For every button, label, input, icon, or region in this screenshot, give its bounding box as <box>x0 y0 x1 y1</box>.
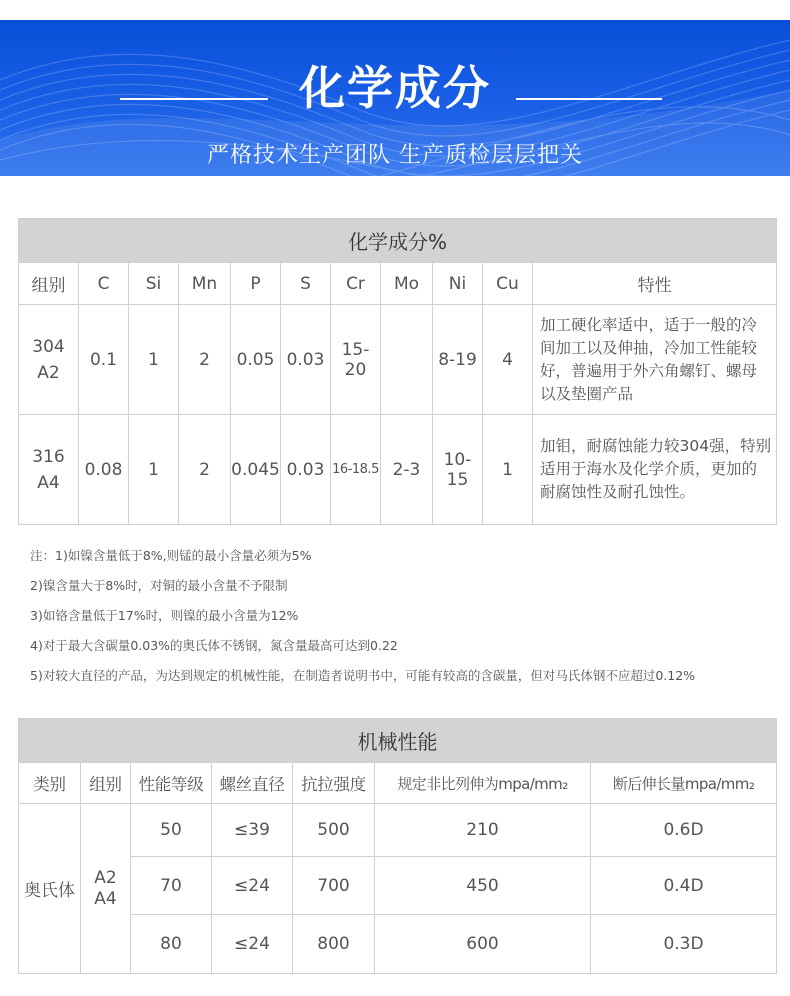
tensile-cell: 500 <box>293 804 375 857</box>
silicon-cell: 1 <box>129 305 179 415</box>
table-header-row <box>19 763 777 804</box>
column-header: 断后伸长量mpa/mm₂ <box>591 763 777 804</box>
molybdenum-cell: 2-3 <box>381 415 433 525</box>
column-header: 螺丝直径 <box>212 763 293 804</box>
group-code: A2 <box>94 867 117 888</box>
copper-cell: 1 <box>483 415 533 525</box>
phosphorus-cell: 0.05 <box>231 305 281 415</box>
group-cell <box>19 305 79 415</box>
sulfur-cell: 0.03 <box>281 305 331 415</box>
elongation-cell: 0.4D <box>591 857 777 915</box>
column-header: P <box>231 263 281 305</box>
table-row <box>19 915 777 974</box>
column-header: 组别 <box>81 763 131 804</box>
footnote: 4)对于最大含碳量0.03%的奥氏体不锈钢，氮含量最高可达到0.22 <box>30 638 398 653</box>
elongation-cell: 0.3D <box>591 915 777 974</box>
footnote: 注：1)如镍含量低于8%,则锰的最小含量必须为5% <box>30 548 312 563</box>
group-code: A2 <box>37 362 60 383</box>
hero-banner <box>0 20 790 176</box>
yield-cell: 210 <box>375 804 591 857</box>
nickel-cell: 10-15 <box>433 415 483 525</box>
chemical-composition-table <box>18 218 777 525</box>
silicon-cell: 1 <box>129 415 179 525</box>
diameter-cell: ≤24 <box>212 857 293 915</box>
carbon-cell: 0.08 <box>79 415 129 525</box>
mechanical-properties-table <box>18 718 777 974</box>
nickel-cell: 8-19 <box>433 305 483 415</box>
title-rule-right <box>516 98 662 100</box>
table-row <box>19 804 777 857</box>
group-cell <box>19 415 79 525</box>
diameter-cell: ≤39 <box>212 804 293 857</box>
group-code: A4 <box>37 472 60 493</box>
table-row <box>19 857 777 915</box>
table-header-row <box>19 263 777 305</box>
table-title: 机械性能 <box>19 719 777 763</box>
copper-cell: 4 <box>483 305 533 415</box>
tensile-cell: 800 <box>293 915 375 974</box>
category-cell: 奥氏体 <box>19 804 81 974</box>
column-header: 类别 <box>19 763 81 804</box>
table-row <box>19 415 777 525</box>
column-header: 性能等级 <box>131 763 212 804</box>
grade-cell: 50 <box>131 804 212 857</box>
column-header: Mo <box>381 263 433 305</box>
column-header: 规定非比列伸为mpa/mm₂ <box>375 763 591 804</box>
footnote: 2)镍含量大于8%时，对铜的最小含量不予限制 <box>30 578 288 593</box>
property-cell: 加钼，耐腐蚀能力较304强，特别适用于海水及化学介质，更加的耐腐蚀性及耐孔蚀性。 <box>533 415 777 525</box>
footnotes <box>30 546 780 696</box>
table-row <box>19 305 777 415</box>
chromium-cell: 15-20 <box>331 305 381 415</box>
sulfur-cell: 0.03 <box>281 415 331 525</box>
group-cell <box>81 804 131 974</box>
group-code: 304 <box>32 336 65 357</box>
column-header: S <box>281 263 331 305</box>
table-title: 化学成分% <box>19 219 777 263</box>
tensile-cell: 700 <box>293 857 375 915</box>
manganese-cell: 2 <box>179 305 231 415</box>
diameter-cell: ≤24 <box>212 915 293 974</box>
grade-cell: 80 <box>131 915 212 974</box>
footnote: 3)如铬含量低于17%时，则镍的最小含量为12% <box>30 608 299 623</box>
column-header: 特性 <box>533 263 777 305</box>
column-header: Mn <box>179 263 231 305</box>
column-header: Si <box>129 263 179 305</box>
column-header: Ni <box>433 263 483 305</box>
grade-cell: 70 <box>131 857 212 915</box>
elongation-cell: 0.6D <box>591 804 777 857</box>
banner-title: 化学成分 <box>299 61 491 115</box>
yield-cell: 600 <box>375 915 591 974</box>
yield-cell: 450 <box>375 857 591 915</box>
banner-subtitle: 严格技术生产团队 生产质检层层把关 <box>207 143 583 168</box>
column-header: Cr <box>331 263 381 305</box>
molybdenum-cell <box>381 305 433 415</box>
group-code: 316 <box>32 446 65 467</box>
column-header: Cu <box>483 263 533 305</box>
column-header: C <box>79 263 129 305</box>
carbon-cell: 0.1 <box>79 305 129 415</box>
column-header: 抗拉强度 <box>293 763 375 804</box>
phosphorus-cell: 0.045 <box>231 415 281 525</box>
column-header: 组别 <box>19 263 79 305</box>
property-cell: 加工硬化率适中，适于一般的冷间加工以及伸抽，冷加工性能较好，普遍用于外六角螺钉、螺母以及垫圈产品 <box>533 305 777 415</box>
footnote: 5)对较大直径的产品，为达到规定的机械性能，在制造者说明书中，可能有较高的含碳量，但对马氏体钢不应超过0.12% <box>30 668 696 683</box>
chromium-cell: 16-18.5 <box>331 415 381 525</box>
group-code: A4 <box>94 888 117 909</box>
manganese-cell: 2 <box>179 415 231 525</box>
